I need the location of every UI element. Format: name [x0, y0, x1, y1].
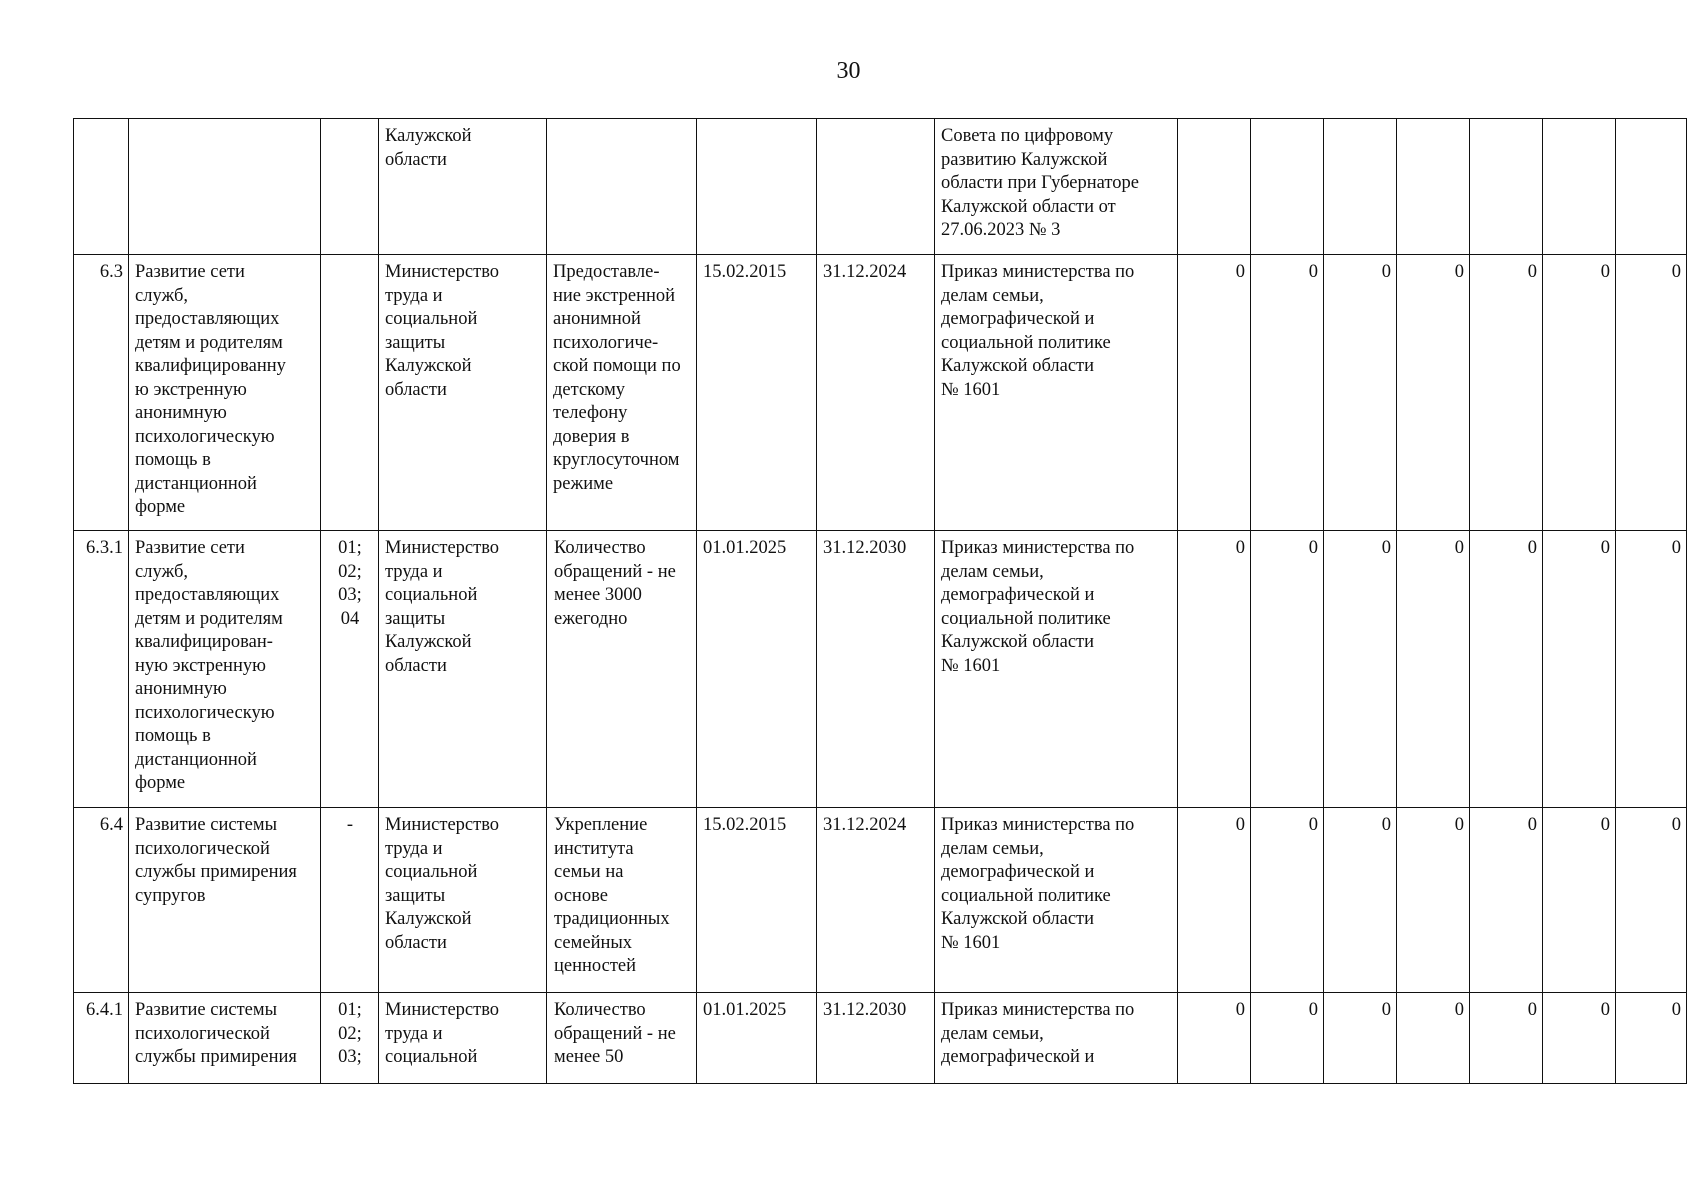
measure-name-line: детям и родителям: [135, 608, 283, 629]
expected-result: [547, 255, 697, 531]
expected-result-line: круглосуточном: [553, 450, 680, 470]
executor-line: труда и: [385, 561, 443, 582]
measure-name: [129, 119, 321, 255]
task-codes-line: 01;: [338, 538, 362, 558]
item-number: 6.4: [74, 808, 129, 993]
expected-result-line: менее 50: [554, 1047, 624, 1067]
executor-line: Министерство: [385, 1000, 500, 1020]
measure-name-line: предоставляющих: [135, 585, 280, 605]
funding-value: 0: [1470, 808, 1543, 993]
table-row: [74, 993, 1687, 1084]
start-date: 01.01.2025: [697, 993, 817, 1084]
measures-table: [73, 118, 1687, 1084]
expected-result-line: традиционных: [554, 909, 670, 929]
funding-value: [1178, 119, 1251, 255]
table-row: [74, 255, 1687, 531]
legal-basis-line: Приказ министерства по: [941, 1000, 1135, 1020]
measure-name-line: службы примирения: [135, 862, 297, 882]
executor-line: Калужской: [385, 909, 472, 929]
measure-name-line: супругов: [135, 885, 206, 906]
legal-basis-line: делам семьи,: [941, 285, 1044, 306]
funding-value: 0: [1470, 255, 1543, 531]
measure-name-line: службы примирения: [135, 1047, 297, 1067]
funding-value: 0: [1616, 255, 1687, 531]
legal-basis-line: № 1601: [941, 379, 1001, 400]
legal-basis-line: Калужской области от: [941, 196, 1116, 217]
measure-name-line: Развитие сети: [135, 538, 245, 558]
legal-basis-line: № 1601: [941, 655, 1001, 676]
end-date: 31.12.2030: [817, 531, 935, 808]
task-codes-line: -: [346, 815, 354, 835]
expected-result-line: ской помощи по: [553, 356, 681, 376]
end-date: [817, 119, 935, 255]
item-number: [74, 119, 129, 255]
task-codes: [321, 531, 379, 808]
legal-basis-line: развитию Калужской: [941, 149, 1108, 170]
funding-value: 0: [1397, 531, 1470, 808]
executor-line: области: [385, 379, 447, 400]
legal-basis: [935, 119, 1178, 255]
measure-name-line: ю экстренную: [135, 379, 247, 400]
funding-value: [1324, 119, 1397, 255]
executor-line: социальной: [385, 585, 478, 605]
measure-name: [129, 531, 321, 808]
executor-line: области: [385, 149, 447, 170]
funding-value: 0: [1543, 993, 1616, 1084]
expected-result-line: семейных: [554, 932, 633, 953]
measure-name-line: служб,: [135, 561, 189, 582]
funding-value: 0: [1324, 808, 1397, 993]
expected-result-line: телефону: [553, 403, 628, 423]
measure-name-line: анонимную: [135, 679, 227, 699]
expected-result: [547, 531, 697, 808]
legal-basis-line: 27.06.2023 № 3: [941, 220, 1061, 240]
legal-basis: [935, 993, 1178, 1084]
executor: [379, 119, 547, 255]
legal-basis-line: социальной политике: [941, 608, 1111, 629]
funding-value: [1251, 119, 1324, 255]
legal-basis-line: Совета по цифровому: [941, 126, 1114, 146]
measure-name-line: Развитие системы: [135, 1000, 278, 1020]
executor-line: Калужской: [385, 632, 472, 652]
funding-value: 0: [1324, 255, 1397, 531]
measure-name-line: квалифицирован-: [135, 632, 273, 652]
measure-name-line: детям и родителям: [135, 332, 283, 353]
measure-name: [129, 808, 321, 993]
executor-line: области: [385, 655, 447, 676]
executor-line: защиты: [385, 885, 446, 906]
expected-result-line: режиме: [553, 473, 614, 494]
funding-value: 0: [1543, 255, 1616, 531]
funding-value: [1616, 119, 1687, 255]
measure-name: [129, 255, 321, 531]
legal-basis-line: демографической и: [941, 1047, 1095, 1067]
expected-result-line: Предоставле-: [553, 262, 660, 282]
legal-basis-line: № 1601: [941, 932, 1001, 953]
funding-value: 0: [1470, 531, 1543, 808]
task-codes-line: 03;: [338, 585, 362, 605]
end-date: 31.12.2024: [817, 255, 935, 531]
expected-result-line: обращений - не: [554, 1023, 676, 1044]
measure-name-line: Развитие сети: [135, 262, 245, 282]
legal-basis-line: Калужской области: [941, 909, 1095, 929]
start-date: 01.01.2025: [697, 531, 817, 808]
expected-result-line: анонимной: [553, 309, 641, 329]
task-codes-line: 02;: [338, 1023, 362, 1044]
funding-value: 0: [1251, 808, 1324, 993]
legal-basis-line: социальной политике: [941, 885, 1111, 906]
task-codes-line: 03;: [338, 1047, 362, 1067]
legal-basis: [935, 255, 1178, 531]
legal-basis-line: демографической и: [941, 309, 1095, 329]
legal-basis-line: социальной политике: [941, 332, 1111, 353]
legal-basis-line: демографической и: [941, 862, 1095, 882]
measure-name-line: психологической: [135, 838, 270, 859]
executor-line: труда и: [385, 838, 443, 859]
measure-name-line: квалифицированну: [135, 356, 286, 376]
executor: [379, 531, 547, 808]
task-codes: [321, 993, 379, 1084]
executor-line: социальной: [385, 862, 478, 882]
expected-result-line: менее 3000: [554, 585, 642, 605]
funding-value: 0: [1616, 531, 1687, 808]
executor-line: области: [385, 932, 447, 953]
task-codes-line: 04: [340, 608, 360, 629]
executor-line: труда и: [385, 1023, 443, 1044]
funding-value: 0: [1324, 993, 1397, 1084]
end-date: 31.12.2024: [817, 808, 935, 993]
expected-result-line: детскому: [553, 379, 626, 400]
expected-result-line: Укрепление: [554, 815, 648, 835]
funding-value: [1470, 119, 1543, 255]
end-date: 31.12.2030: [817, 993, 935, 1084]
expected-result-line: обращений - не: [554, 561, 676, 582]
legal-basis-line: области при Губернаторе: [941, 173, 1139, 193]
measure-name-line: форме: [135, 773, 186, 793]
funding-value: 0: [1251, 993, 1324, 1084]
measure-name-line: дистанционной: [135, 473, 257, 494]
measure-name-line: анонимную: [135, 403, 227, 423]
measure-name-line: помощь в: [135, 726, 211, 746]
funding-value: 0: [1397, 255, 1470, 531]
measure-name-line: служб,: [135, 285, 189, 306]
legal-basis-line: Приказ министерства по: [941, 262, 1135, 282]
funding-value: 0: [1616, 993, 1687, 1084]
measure-name: [129, 993, 321, 1084]
measure-name-line: предоставляющих: [135, 309, 280, 329]
expected-result: [547, 808, 697, 993]
task-codes-line: 01;: [338, 1000, 362, 1020]
legal-basis-line: Калужской области: [941, 356, 1095, 376]
start-date: [697, 119, 817, 255]
funding-value: 0: [1397, 808, 1470, 993]
executor: [379, 808, 547, 993]
legal-basis-line: Приказ министерства по: [941, 815, 1135, 835]
funding-value: 0: [1178, 808, 1251, 993]
item-number: 6.3: [74, 255, 129, 531]
expected-result-line: ежегодно: [554, 608, 628, 629]
task-codes-line: 02;: [338, 561, 362, 582]
expected-result: [547, 993, 697, 1084]
executor-line: социальной: [385, 1047, 478, 1067]
measure-name-line: Развитие системы: [135, 815, 278, 835]
funding-value: 0: [1470, 993, 1543, 1084]
start-date: 15.02.2015: [697, 808, 817, 993]
executor-line: Калужской: [385, 356, 472, 376]
expected-result-line: семьи на: [554, 862, 624, 882]
legal-basis: [935, 531, 1178, 808]
expected-result: [547, 119, 697, 255]
funding-value: 0: [1324, 531, 1397, 808]
legal-basis-line: Приказ министерства по: [941, 538, 1135, 558]
executor-line: Калужской: [385, 126, 472, 146]
executor-line: Министерство: [385, 538, 500, 558]
measure-name-line: форме: [135, 497, 186, 517]
task-codes: [321, 119, 379, 255]
expected-result-line: доверия в: [553, 426, 630, 447]
legal-basis: [935, 808, 1178, 993]
executor-line: Министерство: [385, 815, 500, 835]
measure-name-line: психологическую: [135, 426, 275, 447]
funding-value: 0: [1543, 808, 1616, 993]
start-date: 15.02.2015: [697, 255, 817, 531]
expected-result-line: Количество: [554, 538, 646, 558]
measure-name-line: дистанционной: [135, 749, 257, 770]
table-row: [74, 808, 1687, 993]
expected-result-line: института: [554, 838, 634, 859]
executor-line: защиты: [385, 332, 446, 353]
legal-basis-line: делам семьи,: [941, 561, 1044, 582]
funding-value: 0: [1251, 531, 1324, 808]
task-codes: [321, 255, 379, 531]
expected-result-line: ние экстренной: [553, 285, 676, 306]
funding-value: 0: [1251, 255, 1324, 531]
executor-line: социальной: [385, 309, 478, 329]
funding-value: [1397, 119, 1470, 255]
task-codes: [321, 808, 379, 993]
expected-result-line: основе: [554, 885, 608, 906]
executor: [379, 255, 547, 531]
legal-basis-line: демографической и: [941, 585, 1095, 605]
expected-result-line: психологиче-: [553, 332, 659, 353]
funding-value: 0: [1178, 531, 1251, 808]
item-number: 6.3.1: [74, 531, 129, 808]
expected-result-line: ценностей: [554, 956, 637, 976]
expected-result-line: Количество: [554, 1000, 646, 1020]
page-number: 30: [836, 58, 861, 84]
measure-name-line: психологической: [135, 1023, 270, 1044]
measure-name-line: помощь в: [135, 450, 211, 470]
executor-line: Министерство: [385, 262, 500, 282]
funding-value: [1543, 119, 1616, 255]
executor: [379, 993, 547, 1084]
legal-basis-line: Калужской области: [941, 632, 1095, 652]
measure-name-line: психологическую: [135, 702, 275, 723]
table-row: [74, 119, 1687, 255]
executor-line: труда и: [385, 285, 443, 306]
measure-name-line: ную экстренную: [135, 655, 266, 676]
legal-basis-line: делам семьи,: [941, 838, 1044, 859]
legal-basis-line: делам семьи,: [941, 1023, 1044, 1044]
funding-value: 0: [1178, 255, 1251, 531]
item-number: 6.4.1: [74, 993, 129, 1084]
funding-value: 0: [1616, 808, 1687, 993]
funding-value: 0: [1543, 531, 1616, 808]
table-row: [74, 531, 1687, 808]
executor-line: защиты: [385, 608, 446, 629]
funding-value: 0: [1397, 993, 1470, 1084]
funding-value: 0: [1178, 993, 1251, 1084]
